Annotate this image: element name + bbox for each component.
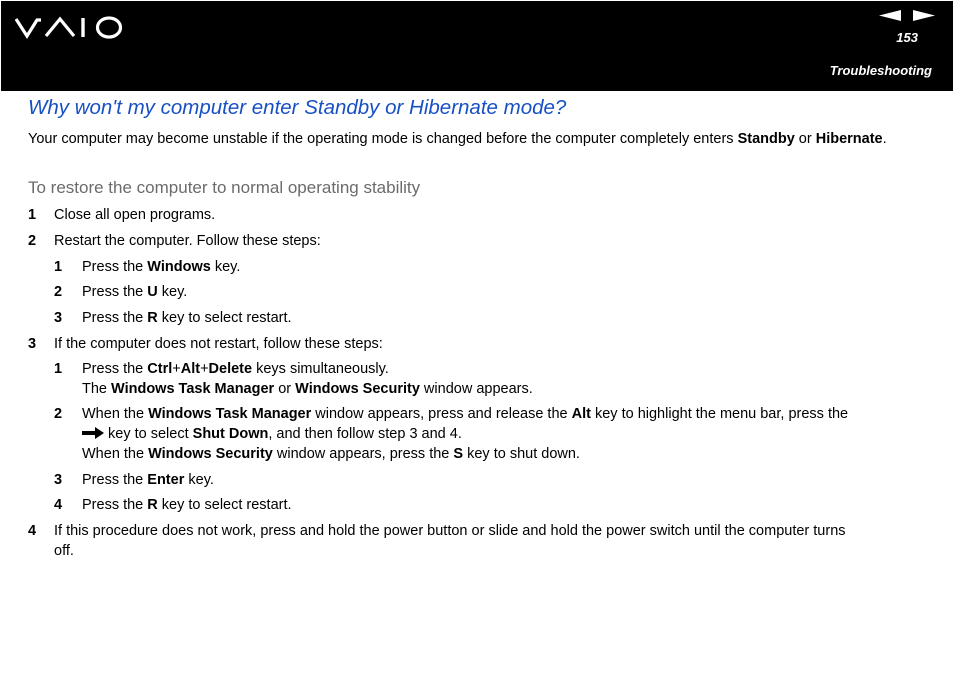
substep-number: 4 [54,497,63,513]
substep-text: Press the R key to select restart. [82,497,292,513]
triangle-right-icon[interactable] [913,10,935,21]
substep-text: Press the Enter key. [82,472,214,488]
substep-number: 3 [54,472,63,488]
substep-number: 1 [54,361,63,377]
step-text: If the computer does not restart, follow these steps: [54,336,383,352]
substep-text: Press the Windows key. [82,259,241,275]
substep-text: Press the U key. [82,284,188,300]
step-text: Restart the computer. Follow these steps: [54,233,321,249]
arrow-right-icon [82,427,104,439]
substep-number: 1 [54,259,63,275]
substep-text: Press the Ctrl+Alt+Delete keys simultaneously. The Windows Task Manager or Windows Security window appears. [82,361,533,397]
step-number: 2 [28,233,37,249]
step-text: Close all open programs. [54,207,216,223]
page-title: Why won't my computer enter Standby or Hibernate mode? [28,96,567,119]
substep-text: Press the R key to select restart. [82,310,292,326]
step-number: 4 [28,523,37,539]
step-text: If this procedure does not work, press and hold the power button or slide and hold the power switch until the computer turns off. [54,523,846,559]
triangle-left-icon[interactable] [879,10,901,21]
intro-paragraph: Your computer may become unstable if the operating mode is changed before the computer completely enters Standby or Hibernate. [28,131,887,147]
page-number: 153 [896,30,918,45]
vaio-logo [15,14,123,40]
substep-number: 2 [54,406,63,422]
substep-number: 3 [54,310,63,326]
header-bar [1,1,953,91]
substep-text: When the Windows Task Manager window appears, press and release the Alt key to highlight the menu bar, press the key to select Shut Down, and then follow step 3 and 4. When the Windows Security window appears, press the S key to shut down. [82,406,849,462]
step-number: 1 [28,207,37,223]
procedure-heading: To restore the computer to normal operating stability [28,178,421,197]
substep-number: 2 [54,284,63,300]
step-number: 3 [28,336,37,352]
section-label: Troubleshooting [829,63,932,78]
